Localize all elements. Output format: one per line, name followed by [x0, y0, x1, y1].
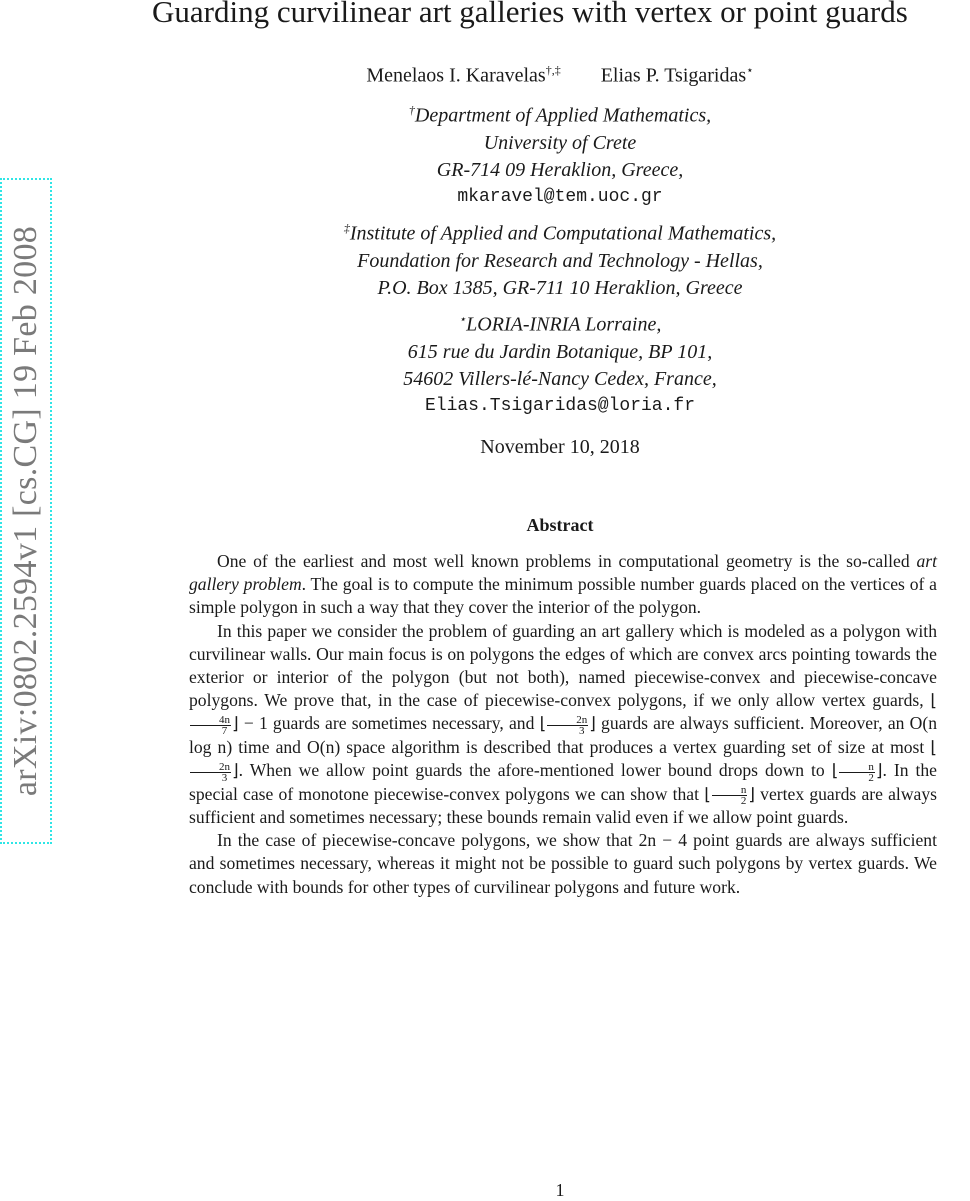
author-list	[300, 63, 820, 88]
abstract-paragraph: In the case of piecewise-concave polygons, we show that 2n − 4 point guards are always sufficient and sometimes necessary, whereas it might not be possible to guard such polygons by vertex guards. We conclude with bounds for other types of curvilinear polygons and future work.	[189, 830, 937, 897]
arxiv-sidebar	[0, 178, 52, 844]
paper-title: Guarding curvilinear art galleries with vertex or point guards	[152, 0, 908, 29]
email: Elias.Tsigaridas@loria.fr	[424, 395, 696, 416]
affiliation-3: ⋆LORIA-INRIA Lorraine, 615 rue du Jardin Botanique, BP 101, 54602 Villers-lé-Nancy Cedex, France, Elias.Tsigaridas@loria.fr	[250, 306, 870, 420]
affiliation-1: †Department of Applied Mathematics, University of Crete GR-714 09 Heraklion, Greece, mkaravel@tem.uoc.gr	[250, 97, 870, 211]
abstract-paragraph: One of the earliest and most well known problems in computational geometry is the so-called art gallery problem. The goal is to compute the minimum possible number guards placed on the vertices of a simple polygon in such a way that they cover the interior of the polygon.	[189, 551, 937, 618]
date: November 10, 2018	[480, 436, 640, 458]
email: mkaravel@tem.uoc.gr	[457, 186, 663, 207]
author: Elias P. Tsigaridas⋆	[600, 63, 754, 87]
abstract-body	[189, 550, 937, 899]
affiliation-2: ‡Institute of Applied and Computational Mathematics, Foundation for Research and Technology - Hellas, P.O. Box 1385, GR-711 10 Heraklion, Greece	[343, 221, 777, 299]
author: Menelaos I. Karavelas†,‡	[366, 63, 561, 87]
abstract-paragraph: In this paper we consider the problem of guarding an art gallery which is modeled as a polygon with curvilinear walls. Our main focus is on polygons the edges of which are convex arcs pointing towards the exterior or interior of the polygon (but not both), named piecewise-convex and piecewise-concave polygons. We prove that, in the case of piecewise-convex polygons, if we only allow vertex guards, ⌊ $\frac{4n}{7}$ ⌋ − 1 guards are sometimes necessary, and ⌊ $\frac{2n}{3}$ ⌋ guards are always sufficient. Moreover, an O(n log n) time and O(n) space algorithm is described that produces a vertex guarding set of size at most ⌊ $\frac{2n}{3}$ ⌋. When we allow point guards the afore-mentioned lower bound drops down to ⌊ $\frac{n}{2}$ ⌋. In the special case of monotone piecewise-convex polygons we can show that ⌊ $\frac{n}{2}$ ⌋ vertex guards are always sufficient and sometimes necessary; these bounds remain valid even if we allow point guards.	[189, 620, 937, 827]
arxiv-stamp: arXiv:0802.2594v1 [cs.CG] 19 Feb 2008	[7, 225, 45, 797]
abstract-heading: Abstract	[526, 515, 594, 535]
page-number: 1	[555, 1180, 565, 1200]
